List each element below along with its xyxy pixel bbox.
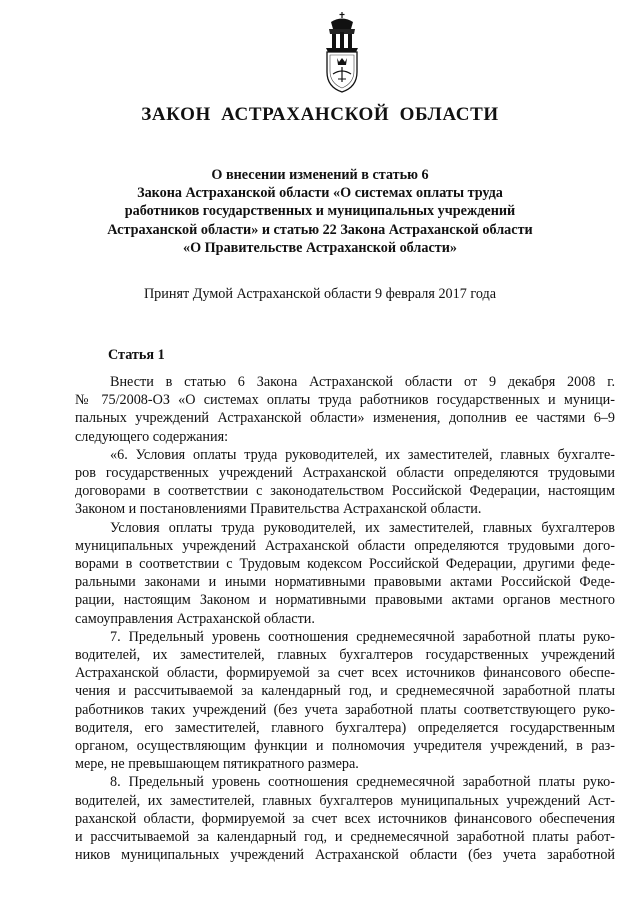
body-line: чения и рассчитываемой за календарный год, и среднемесячной заработной платы — [75, 683, 615, 700]
body-line: Внести в статью 6 Закона Астраханской области от 9 декабря 2008 г. — [110, 374, 615, 390]
subtitle-line: «О Правительстве Астраханской области» — [182, 239, 458, 256]
body-line: органом, осуществляющим функции и полномочия учредителя учреждений, в раз- — [75, 738, 615, 755]
body-line: ров государственных учреждений Астраханской области определяются трудовыми — [75, 465, 615, 482]
body-line: 8. Предельный уровень соотношения среднемесячной заработной платы руко- — [110, 774, 615, 791]
body-line: Астраханской области, формируемой за счет всех источников финансового обеспе- — [75, 665, 615, 682]
body-line: 7. Предельный уровень соотношения среднемесячной заработной платы руко- — [110, 628, 615, 645]
body-line: водителей, их заместителей, главных бухгалтеров муниципальных учреждений Аст- — [75, 792, 615, 809]
body-line: Законом и постановлениями Правительства Астраханской области. — [75, 501, 482, 518]
body-line: мере, не превышающем пятикратного размера. — [75, 756, 359, 773]
body-line: ральными законами и иными нормативными правовыми актами Российской Феде- — [75, 574, 615, 591]
body-line: Условия оплаты труда руководителей, их заместителей, главных бухгалтеров — [110, 519, 615, 536]
coat-of-arms-emblem-icon — [318, 12, 366, 94]
body-line: № 75/2008-ОЗ «О системах оплаты труда работников государственных и муници- — [75, 392, 615, 409]
body-line: «6. Условия оплаты труда руководителей, их заместителей, главных бухгалте- — [110, 446, 615, 463]
article-body — [75, 373, 615, 864]
body-line: муниципальных учреждений Астраханской области определяются трудовыми дого- — [75, 537, 615, 554]
adoption-statement: Принят Думой Астраханской области 9 февраля 2017 года — [143, 286, 497, 302]
subtitle-line: Астраханской области» и статью 22 Закона Астраханской области — [107, 221, 533, 238]
body-line: самоуправления Астраханской области. — [75, 610, 315, 627]
body-line: и рассчитываемой за календарный год, и среднемесячной заработной платы работ- — [75, 829, 615, 846]
body-line: раханской области, формируемой за счет всех источников финансового обеспечения — [75, 810, 615, 827]
body-line: работников таких учреждений (без учета заработной платы соответствующего руко- — [75, 701, 615, 718]
body-line: договорами в соответствии с законодательством Российской Федерации, настоящим — [75, 483, 615, 500]
article-heading: Статья 1 — [108, 347, 165, 363]
body-line: рации, настоящим Законом и нормативными правовыми актами органов местного — [75, 592, 615, 609]
body-line: следующего содержания: — [75, 428, 229, 445]
law-subtitle — [90, 166, 550, 257]
body-line: ников муниципальных учреждений Астраханской области (без учета заработной — [75, 847, 615, 864]
body-line: водителей, их заместителей, главных бухгалтеров государственных учреждений — [75, 647, 615, 664]
subtitle-line: работников государственных и муниципальных учреждений — [124, 203, 516, 220]
body-line: пальных учреждений Астраханской области» изменения, дополнив ее частями 6–9 — [75, 410, 615, 427]
body-line: водителя, его заместителей, главного бухгалтера) определяется государственным — [75, 719, 615, 736]
subtitle-line: О внесении изменений в статью 6 — [211, 167, 429, 183]
subtitle-line: Закона Астраханской области «О системах оплаты труда — [137, 185, 503, 202]
law-title: ЗАКОН АСТРАХАНСКОЙ ОБЛАСТИ — [141, 104, 499, 125]
body-line: ворами в соответствии с Трудовым кодексом Российской Федерации, другими феде- — [75, 556, 615, 573]
